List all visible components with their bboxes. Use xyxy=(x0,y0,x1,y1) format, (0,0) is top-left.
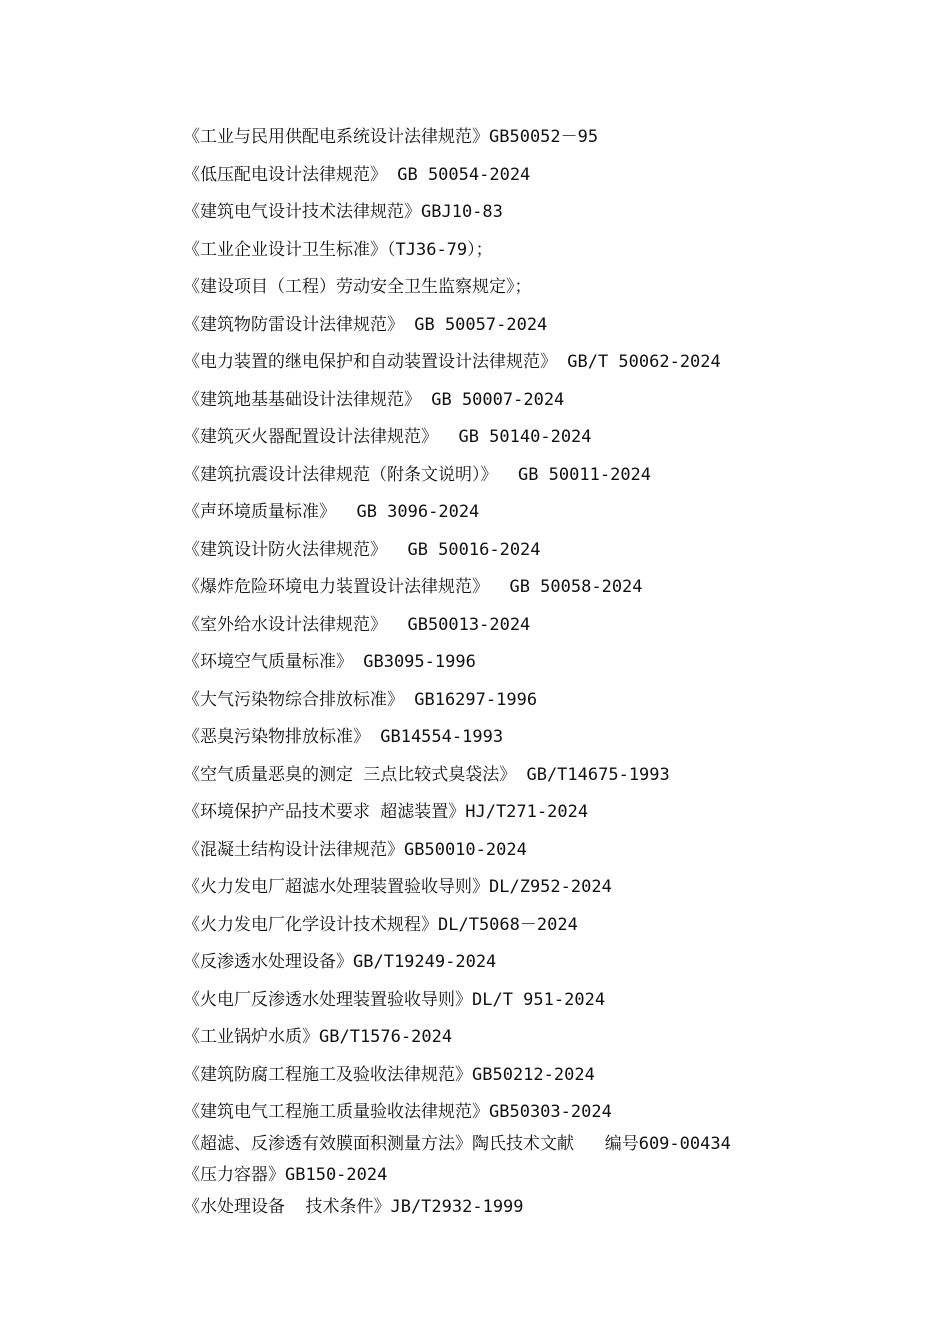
list-item: 《建筑防腐工程施工及验收法律规范》GB50212-2024 xyxy=(183,1064,595,1085)
list-item: 《声环境质量标准》 GB 3096-2024 xyxy=(183,502,480,522)
list-item: 《建筑设计防火法律规范》 GB 50016-2024 xyxy=(183,539,541,560)
list-item: 《工业企业设计卫生标准》（TJ36-79）； xyxy=(183,239,493,260)
list-item: 《环境保护产品技术要求 超滤装置》HJ/T271-2024 xyxy=(183,802,589,822)
list-item: 《建筑电气工程施工质量验收法律规范》GB50303-2024 xyxy=(183,1102,612,1122)
reference-standards-list xyxy=(183,124,731,1225)
list-item: 《火力发电厂化学设计技术规程》DL/T5068－2024 xyxy=(183,914,578,935)
list-item: 《建筑物防雷设计法律规范》 GB 50057-2024 xyxy=(183,314,548,335)
list-item: 《建设项目（工程）劳动安全卫生监察规定》； xyxy=(183,277,532,297)
list-item: 《空气质量恶臭的测定 三点比较式臭袋法》 GB/T14675-1993 xyxy=(183,764,670,785)
list-item: 《环境空气质量标准》 GB3095-1996 xyxy=(183,652,476,672)
list-item: 《建筑电气设计技术法律规范》GBJ10-83 xyxy=(183,202,503,222)
list-item: 《工业锅炉水质》GB/T1576-2024 xyxy=(183,1027,453,1047)
list-item: 《室外给水设计法律规范》 GB50013-2024 xyxy=(183,614,531,635)
list-item: 《建筑灭火器配置设计法律规范》 GB 50140-2024 xyxy=(183,427,592,447)
list-item: 《电力装置的继电保护和自动装置设计法律规范》 GB/T 50062-2024 xyxy=(183,352,721,372)
list-item: 《低压配电设计法律规范》 GB 50054-2024 xyxy=(183,164,531,185)
list-item: 《恶臭污染物排放标准》 GB14554-1993 xyxy=(183,727,504,747)
list-item: 《水处理设备 技术条件》JB/T2932-1999 xyxy=(183,1196,524,1217)
list-item: 《超滤、反渗透有效膜面积测量方法》陶氏技术文献 编号609-00434 xyxy=(183,1133,731,1154)
list-item: 《建筑地基基础设计法律规范》 GB 50007-2024 xyxy=(183,389,565,410)
list-item: 《火电厂反渗透水处理装置验收导则》DL/T 951-2024 xyxy=(183,989,606,1010)
list-item: 《大气污染物综合排放标准》 GB16297-1996 xyxy=(183,689,538,710)
list-item: 《压力容器》GB150-2024 xyxy=(183,1165,388,1185)
list-item: 《火力发电厂超滤水处理装置验收导则》DL/Z952-2024 xyxy=(183,877,612,897)
list-item: 《混凝土结构设计法律规范》GB50010-2024 xyxy=(183,839,527,860)
list-item: 《爆炸危险环境电力装置设计法律规范》 GB 50058-2024 xyxy=(183,577,643,597)
list-item: 《工业与民用供配电系统设计法律规范》GB50052－95 xyxy=(183,127,599,147)
list-item: 《反渗透水处理设备》GB/T19249-2024 xyxy=(183,952,497,972)
list-item: 《建筑抗震设计法律规范（附条文说明）》 GB 50011-2024 xyxy=(183,464,652,485)
